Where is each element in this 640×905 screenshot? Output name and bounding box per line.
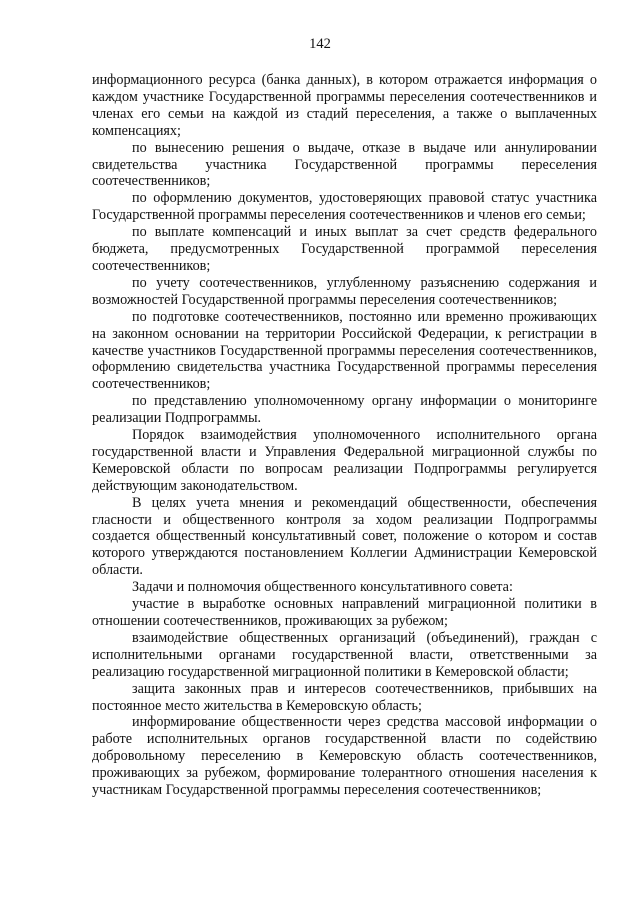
paragraph: информирование общественности через средства массовой информации о работе исполнительных органов государственной власти по содействию добровольному переселению в Кемеровскую область соотечественников, проживающих за рубежом, формирование толерантного отношения населения к участникам Государственной программы переселения соотечественников; <box>92 714 597 799</box>
paragraph: по выплате компенсаций и иных выплат за счет средств федерального бюджета, предусмотренных Государственной программой переселения соотечественников; <box>92 224 597 274</box>
paragraph: В целях учета мнения и рекомендаций общественности, обеспечения гласности и общественного контроля за ходом реализации Подпрограммы создается общественный консультативный совет, положение о котором и состав которого утверждаются постановлением Коллегии Администрации Кемеровской области. <box>92 494 597 579</box>
paragraph: по представлению уполномоченному органу информации о мониторинге реализации Подпрограммы. <box>92 393 597 427</box>
paragraph: по оформлению документов, удостоверяющих правовой статус участника Государственной программы переселения соотечественников и членов его семьи; <box>92 190 597 224</box>
paragraph: по подготовке соотечественников, постоянно или временно проживающих на законном основании на территории Российской Федерации, к регистрации в качестве участников Государственной программы переселения соотечественников, оформлению свидетельства участника Государственной программы переселения соотечественников; <box>92 308 597 393</box>
document-body <box>92 72 597 799</box>
page-number: 142 <box>309 36 331 52</box>
paragraph: Порядок взаимодействия уполномоченного исполнительного органа государственной власти и Управления Федеральной миграционной службы по Кемеровской области по вопросам реализации Подпрограммы регулируется действующим законодательством. <box>92 427 597 494</box>
paragraph: Задачи и полномочия общественного консультативного совета: <box>132 579 513 596</box>
paragraph: участие в выработке основных направлений миграционной политики в отношении соотечественников, проживающих за рубежом; <box>92 596 597 629</box>
paragraph: по учету соотечественников, углубленному разъяснению содержания и возможностей Государственной программы переселения соотечественников; <box>92 274 597 308</box>
paragraph: взаимодействие общественных организаций (объединений), граждан с исполнительными органами государственной власти, ответственными за реализацию государственной миграционной политики в Кемеровской области; <box>92 629 597 680</box>
paragraph: защита законных прав и интересов соотечественников, прибывших на постоянное место жительства в Кемеровскую область; <box>92 680 597 714</box>
paragraph: информационного ресурса (банка данных), в котором отражается информация о каждом участнике Государственной программы переселения соотечественников и членах его семьи на каждой из стадий переселения, а также о выплаченных компенсациях; <box>92 72 597 139</box>
paragraph: по вынесению решения о выдаче, отказе в выдаче или аннулировании свидетельства участника Государственной программы переселения соотечественников; <box>92 139 597 190</box>
